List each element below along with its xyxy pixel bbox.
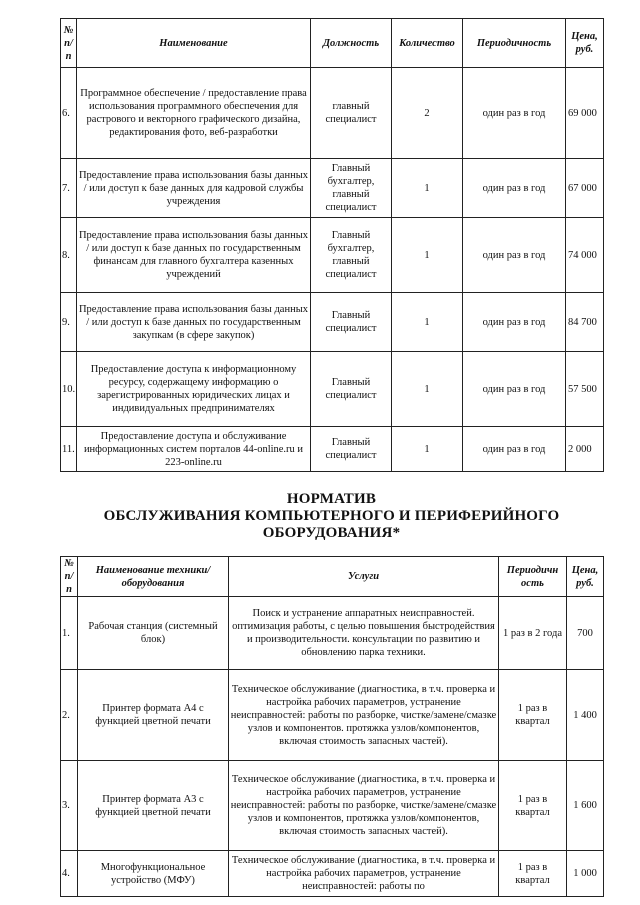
row-quantity: 2	[392, 68, 463, 159]
row-num: 8.	[61, 218, 77, 293]
header-periodicity: Периодичн ость	[499, 557, 567, 597]
row-price: 1 000	[567, 851, 604, 897]
header-price: Цена, руб.	[566, 19, 604, 68]
table-row	[61, 68, 604, 159]
row-services: Техническое обслуживание (диагностика, в т.ч. проверка и настройка рабочих параметров, устранение неисправностей: работы по	[229, 851, 499, 897]
section-title-line3: ОБОРУДОВАНИЯ*	[262, 525, 401, 541]
table-row	[61, 851, 604, 897]
section-title-line2: ОБСЛУЖИВАНИЯ КОМПЬЮТЕРНОГО И ПЕРИФЕРИЙНОГО	[103, 508, 560, 524]
table-row	[61, 597, 604, 670]
row-name: Принтер формата А3 с функцией цветной печати	[78, 761, 229, 851]
row-name: Многофункциональное устройство (МФУ)	[78, 851, 229, 897]
row-quantity: 1	[392, 352, 463, 427]
row-price: 74 000	[566, 218, 604, 293]
row-name: Принтер формата А4 с функцией цветной печати	[78, 670, 229, 761]
row-periodicity: 1 раз в квартал	[499, 851, 567, 897]
row-periodicity: один раз в год	[463, 427, 566, 472]
row-price: 1 600	[567, 761, 604, 851]
row-periodicity: 1 раз в квартал	[499, 761, 567, 851]
row-num: 10.	[61, 352, 77, 427]
table-row	[61, 218, 604, 293]
row-price: 84 700	[566, 293, 604, 352]
row-num: 2.	[61, 670, 78, 761]
row-price: 69 000	[566, 68, 604, 159]
row-num: 1.	[61, 597, 78, 670]
header-periodicity: Периодичность	[463, 19, 566, 68]
row-price: 67 000	[566, 159, 604, 218]
row-price: 2 000	[566, 427, 604, 472]
row-services: Поиск и устранение аппаратных неисправностей. оптимизация работы, с целью повышения быстродействия и производительности. консультации по развитию и обновлению парка техники.	[229, 597, 499, 670]
row-position: Главный специалист	[311, 293, 392, 352]
row-periodicity: один раз в год	[463, 352, 566, 427]
table-row	[61, 761, 604, 851]
row-quantity: 1	[392, 218, 463, 293]
row-name: Программное обеспечение / предоставление права использования программного обеспечения для растрового и векторного графического дизайна, редактирования фото, веб-разработки	[77, 68, 311, 159]
row-num: 3.	[61, 761, 78, 851]
row-periodicity: один раз в год	[463, 159, 566, 218]
row-name: Предоставление права использования базы данных / или доступ к базе данных по государственным финансам для главного бухгалтера казенных учреждений	[77, 218, 311, 293]
row-periodicity: 1 раз в квартал	[499, 670, 567, 761]
row-num: 4.	[61, 851, 78, 897]
row-periodicity: 1 раз в 2 года	[499, 597, 567, 670]
row-periodicity: один раз в год	[463, 68, 566, 159]
row-num: 6.	[61, 68, 77, 159]
software-norms-table	[60, 18, 604, 472]
table-row	[61, 427, 604, 472]
header-position: Должность	[311, 19, 392, 68]
row-periodicity: один раз в год	[463, 293, 566, 352]
section-title-line1: НОРМАТИВ	[286, 491, 377, 507]
table-header-row	[61, 19, 604, 68]
table-header-row	[61, 557, 604, 597]
row-name: Рабочая станция (системный блок)	[78, 597, 229, 670]
header-quantity: Количество	[392, 19, 463, 68]
row-quantity: 1	[392, 293, 463, 352]
row-position: Главный бухгалтер, главный специалист	[311, 159, 392, 218]
row-services: Техническое обслуживание (диагностика, в т.ч. проверка и настройка рабочих параметров, устранение неисправностей: работы по разборке, чистке/замене/смазке узлов и компонентов, протяжка узлов/компонентов, включая стоимость запасных частей).	[229, 761, 499, 851]
row-price: 700	[567, 597, 604, 670]
row-position: Главный специалист	[311, 352, 392, 427]
row-name: Предоставление доступа и обслуживание информационных систем порталов 44-online.ru и 223-online.ru	[77, 427, 311, 472]
row-num: 7.	[61, 159, 77, 218]
table-row	[61, 293, 604, 352]
header-num: № п/п	[61, 557, 78, 597]
row-quantity: 1	[392, 159, 463, 218]
header-name: Наименование техники/оборудования	[78, 557, 229, 597]
row-position: Главный бухгалтер, главный специалист	[311, 218, 392, 293]
row-name: Предоставление доступа к информационному ресурсу, содержащему информацию о зарегистрированных юридических лицах и индивидуальных предпринимателях	[77, 352, 311, 427]
row-name: Предоставление права использования базы данных / или доступ к базе данных по государственным закупкам (в сфере закупок)	[77, 293, 311, 352]
table-row	[61, 352, 604, 427]
header-name: Наименование	[77, 19, 311, 68]
row-name: Предоставление права использования базы данных / или доступ к базе данных для кадровой службы учреждения	[77, 159, 311, 218]
header-price: Цена, руб.	[567, 557, 604, 597]
row-position: главный специалист	[311, 68, 392, 159]
row-position: Главный специалист	[311, 427, 392, 472]
equipment-service-norms-table	[60, 556, 604, 897]
header-num: № п/п	[61, 19, 77, 68]
row-services: Техническое обслуживание (диагностика, в т.ч. проверка и настройка рабочих параметров, устранение неисправностей: работы по разборке, чистке/замене/смазке узлов и компонентов. протяжка узлов/компонентов, включая стоимость запасных частей).	[229, 670, 499, 761]
row-price: 1 400	[567, 670, 604, 761]
row-num: 9.	[61, 293, 77, 352]
row-quantity: 1	[392, 427, 463, 472]
table-row	[61, 159, 604, 218]
table-row	[61, 670, 604, 761]
row-num: 11.	[61, 427, 77, 472]
row-periodicity: один раз в год	[463, 218, 566, 293]
row-price: 57 500	[566, 352, 604, 427]
header-services: Услуги	[229, 557, 499, 597]
